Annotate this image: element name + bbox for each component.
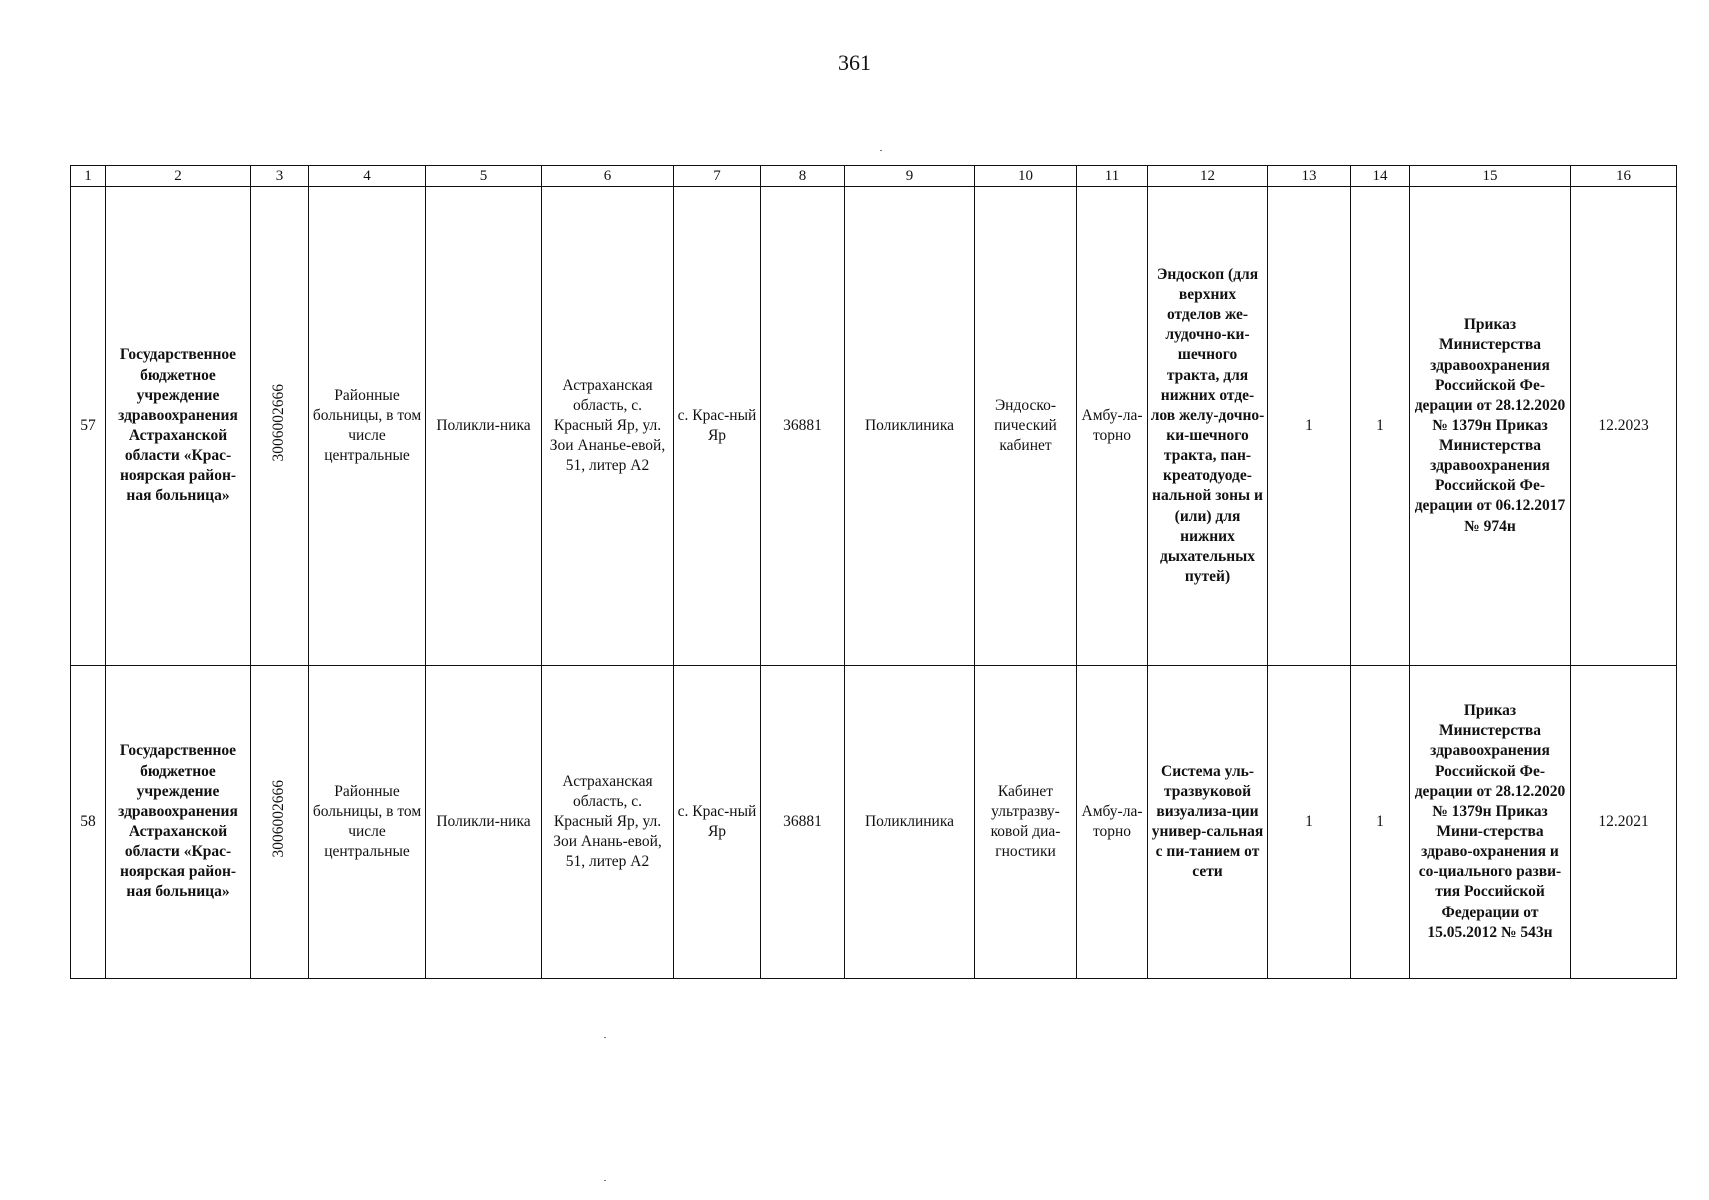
department: Поликлиника: [845, 666, 975, 979]
date: 12.2021: [1571, 666, 1677, 979]
column-number: 11: [1077, 166, 1148, 187]
code: 36881: [761, 666, 845, 979]
date: 12.2023: [1571, 187, 1677, 666]
unit-name: Поликли-ника: [426, 187, 542, 666]
equipment: Эндоскоп (для верхних отделов же-лудочно-ки-шечного тракта, для нижних отде-лов желу-дочно-ки-шечного тракта, пан-креатодуоде-нальной зоны и (или) для нижних дыхательных путей): [1148, 187, 1268, 666]
address: Астраханская область, с. Красный Яр, ул. Зои Анань-евой, 51, литер А2: [542, 666, 674, 979]
column-number: 15: [1410, 166, 1571, 187]
scan-speck: [880, 150, 882, 151]
locality: с. Крас-ный Яр: [674, 187, 761, 666]
inn-value: 3006002666: [270, 780, 288, 858]
column-number: 14: [1351, 166, 1410, 187]
scan-speck: [604, 1180, 606, 1181]
order-reference: Приказ Министерства здравоохранения Российской Фе-дерации от 28.12.2020 № 1379н Приказ Министерства здравоохранения Российской Фе-дерации от 06.12.2017 № 974н: [1410, 187, 1571, 666]
inn-cell: [251, 187, 309, 666]
column-number: 10: [975, 166, 1077, 187]
hospital-type: Районные больницы, в том числе центральные: [309, 187, 426, 666]
column-number: 9: [845, 166, 975, 187]
row-number: 58: [71, 666, 106, 979]
room: Кабинет ультразву-ковой диа-гностики: [975, 666, 1077, 979]
room: Эндоско-пический кабинет: [975, 187, 1077, 666]
column-number-row: [71, 166, 1677, 187]
column-number: 16: [1571, 166, 1677, 187]
order-reference: Приказ Министерства здравоохранения Российской Фе-дерации от 28.12.2020 № 1379н Приказ Мини-стерства здраво-охранения и со-циального разви-тия Российской Федерации от 15.05.2012 № 543н: [1410, 666, 1571, 979]
column-number: 12: [1148, 166, 1268, 187]
inn-value: 3006002666: [270, 384, 288, 462]
column-number: 6: [542, 166, 674, 187]
institution-name: Государственное бюджетное учреждение здравоохранения Астраханской области «Крас-ноярская район-ная больница»: [106, 666, 251, 979]
inn-cell: [251, 666, 309, 979]
scan-speck: [604, 1037, 606, 1038]
row-number: 57: [71, 187, 106, 666]
quantity-13: 1: [1268, 666, 1351, 979]
column-number: 2: [106, 166, 251, 187]
page-number: 361: [838, 50, 871, 75]
quantity-13: 1: [1268, 187, 1351, 666]
care-form: Амбу-ла-торно: [1077, 666, 1148, 979]
equipment: Система уль-тразвуковой визуализа-ции универ-сальная с пи-танием от сети: [1148, 666, 1268, 979]
column-number: 8: [761, 166, 845, 187]
quantity-14: 1: [1351, 666, 1410, 979]
unit-name: Поликли-ника: [426, 666, 542, 979]
column-number: 4: [309, 166, 426, 187]
equipment-table: [70, 165, 1677, 979]
locality: с. Крас-ный Яр: [674, 666, 761, 979]
department: Поликлиника: [845, 187, 975, 666]
quantity-14: 1: [1351, 187, 1410, 666]
address: Астраханская область, с. Красный Яр, ул. Зои Ананье-евой, 51, литер А2: [542, 187, 674, 666]
code: 36881: [761, 187, 845, 666]
institution-name: Государственное бюджетное учреждение здравоохранения Астраханской области «Крас-ноярская район-ная больница»: [106, 187, 251, 666]
table-row: [71, 187, 1677, 666]
column-number: 13: [1268, 166, 1351, 187]
hospital-type: Районные больницы, в том числе центральные: [309, 666, 426, 979]
column-number: 3: [251, 166, 309, 187]
table-row: [71, 666, 1677, 979]
column-number: 7: [674, 166, 761, 187]
care-form: Амбу-ла-торно: [1077, 187, 1148, 666]
column-number: 5: [426, 166, 542, 187]
column-number: 1: [71, 166, 106, 187]
